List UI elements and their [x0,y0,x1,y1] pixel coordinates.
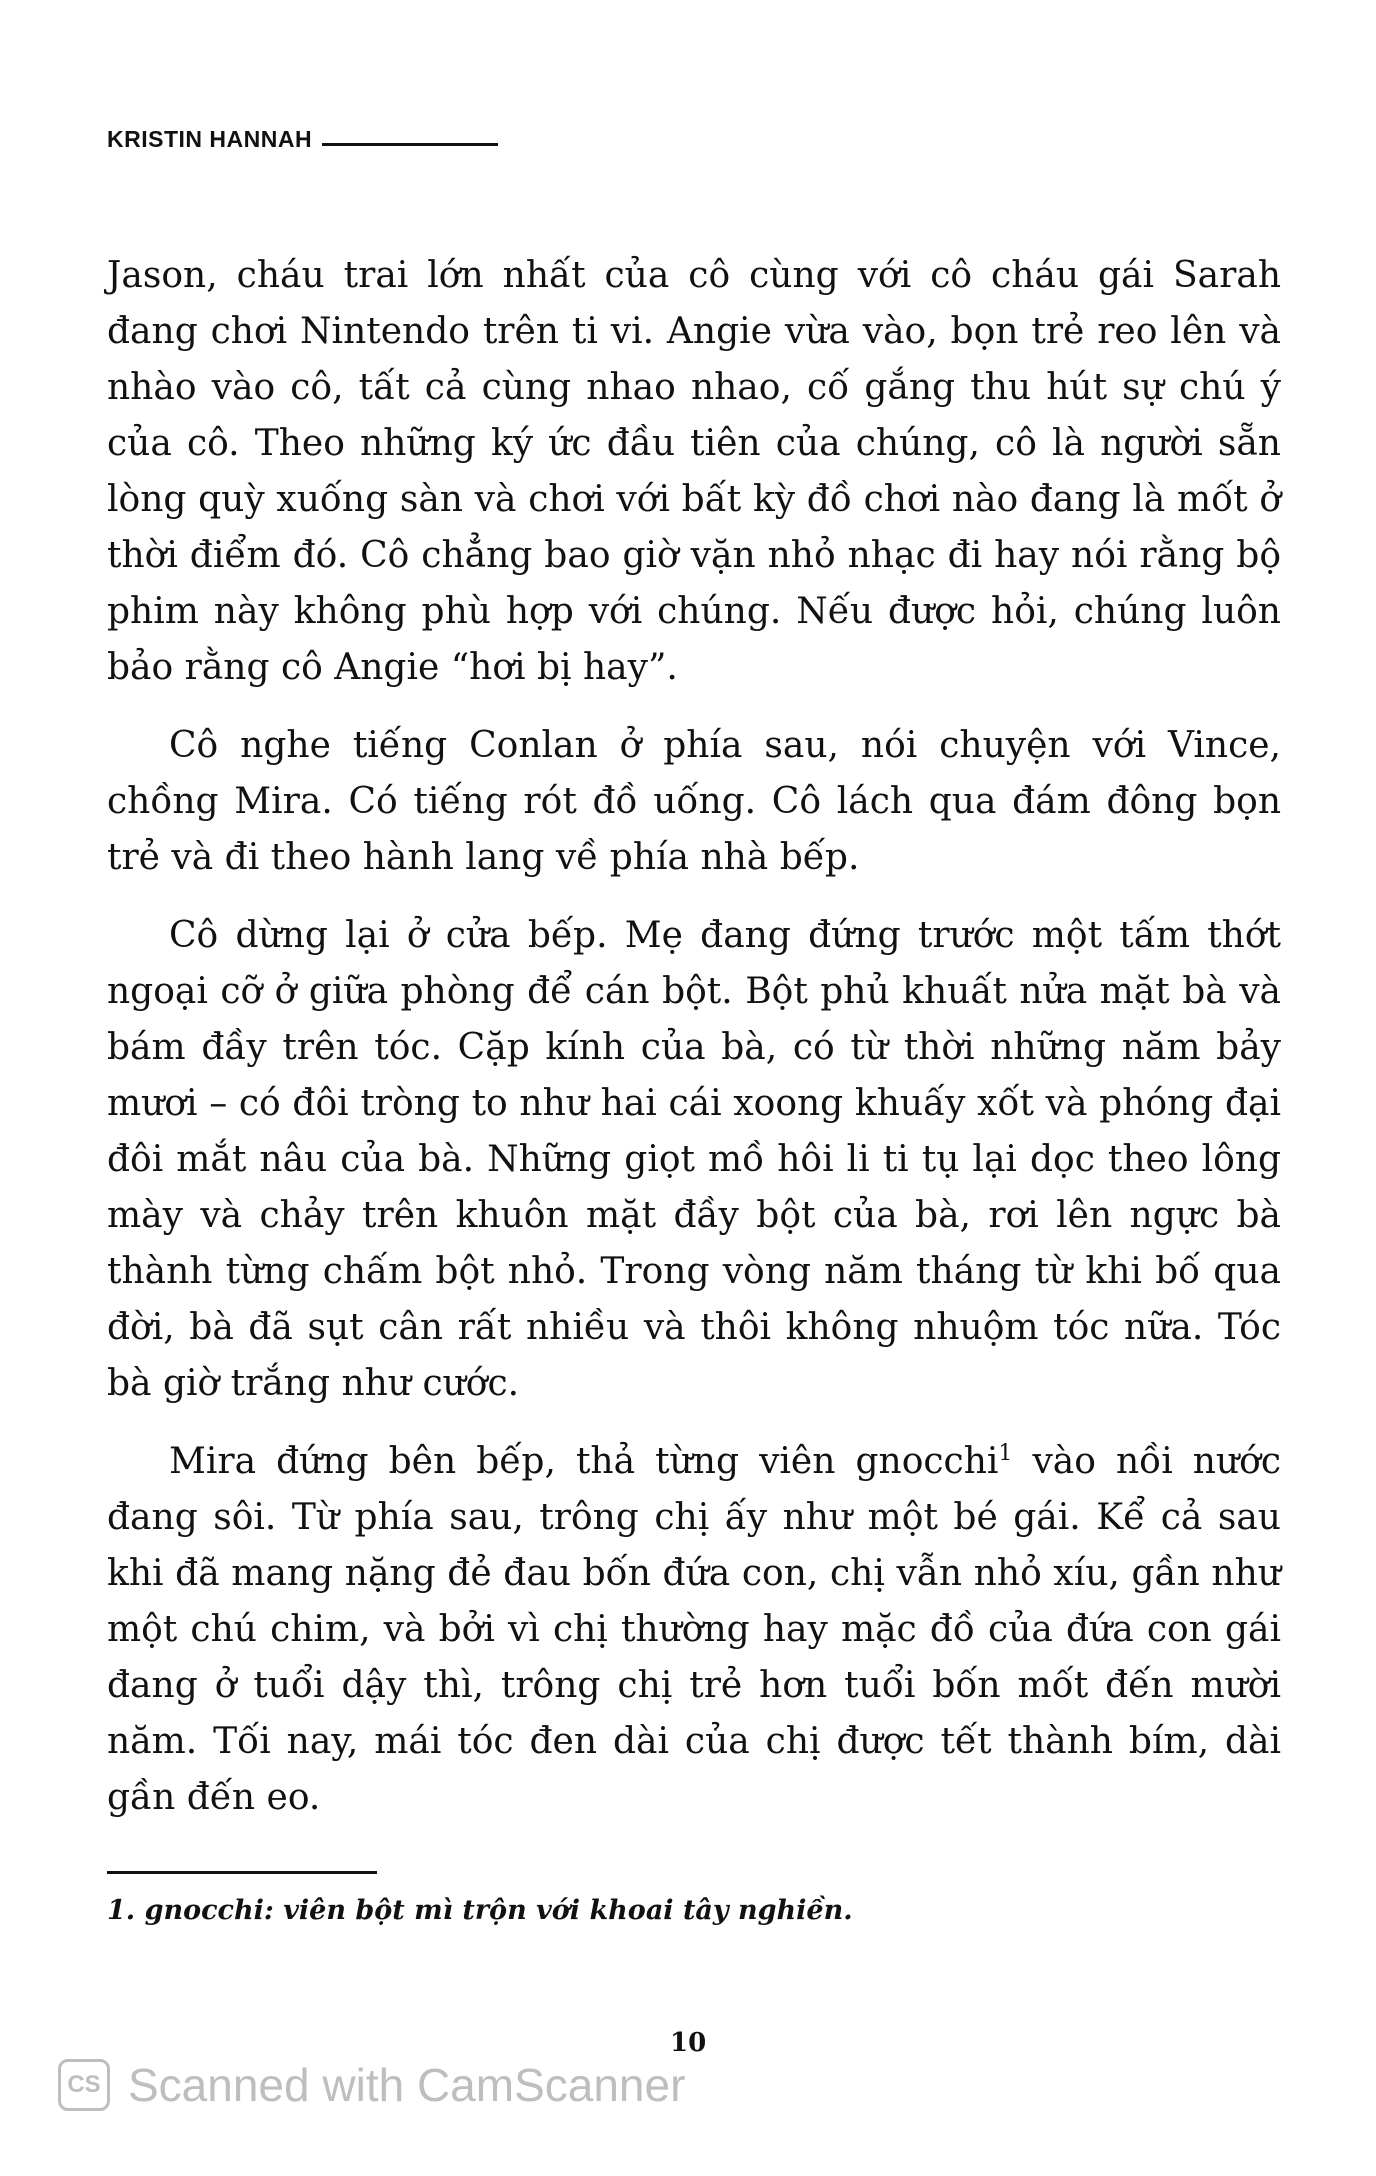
paragraph-4-end: vào nồi nước đang sôi. Từ phía sau, trông chị ấy như một bé gái. Kể cả sau khi đã mang nặng đẻ đau bốn đứa con, chị vẫn nhỏ xíu, gần như một chú chim, và bởi vì chị thường hay mặc đồ của đứa con gái đang ở tuổi dậy thì, trông chị trẻ hơn tuổi bốn mốt đến mười năm. Tối nay, mái tóc đen dài của chị được tết thành bím, dài gần đến eo. [107,1441,1281,1818]
footnote-reference: 1 [998,1441,1013,1466]
author-name: KRISTIN HANNAH [107,126,313,152]
header-rule [322,143,498,146]
footnote-rule [107,1871,377,1874]
footnote: 1. gnocchi: viên bột mì trộn với khoai tây nghiền. [107,1895,853,1926]
paragraph-1: Jason, cháu trai lớn nhất của cô cùng với cô cháu gái Sarah đang chơi Nintendo trên ti vi. Angie vừa vào, bọn trẻ reo lên và nhào vào cô, tất cả cùng nhao nhao, cố gắng thu hút sự chú ý của cô. Theo những ký ức đầu tiên của chúng, cô là người sẵn lòng quỳ xuống sàn và chơi với bất kỳ đồ chơi nào đang là mốt ở thời điểm đó. Cô chẳng bao giờ vặn nhỏ nhạc đi hay nói rằng bộ phim này không phù hợp với chúng. Nếu được hỏi, chúng luôn bảo rằng cô Angie “hơi bị hay”. [107,255,1281,688]
body-text [107,248,1281,1848]
camscanner-watermark [58,2058,685,2112]
running-header [107,126,498,153]
paragraph-4 [107,1434,1281,1826]
watermark-text: Scanned with CamScanner [128,2059,686,2111]
paragraph-4-start: Mira đứng bên bếp, thả từng viên gnocchi [169,1441,999,1482]
page-number: 10 [670,2028,707,2058]
paragraph-2: Cô nghe tiếng Conlan ở phía sau, nói chuyện với Vince, chồng Mira. Có tiếng rót đồ uống. Cô lách qua đám đông bọn trẻ và đi theo hành lang về phía nhà bếp. [107,725,1281,878]
paragraph-3: Cô dừng lại ở cửa bếp. Mẹ đang đứng trước một tấm thớt ngoại cỡ ở giữa phòng để cán bột. Bột phủ khuất nửa mặt bà và bám đầy trên tóc. Cặp kính của bà, có từ thời những năm bảy mươi – có đôi tròng to như hai cái xoong khuấy xốt và phóng đại đôi mắt nâu của bà. Những giọt mồ hôi li ti tụ lại dọc theo lông mày và chảy trên khuôn mặt đầy bột của bà, rơi lên ngực bà thành từng chấm bột nhỏ. Trong vòng năm tháng từ khi bố qua đời, bà đã sụt cân rất nhiều và thôi không nhuộm tóc nữa. Tóc bà giờ trắng như cước. [107,915,1281,1404]
camscanner-logo-icon: CS [58,2059,110,2111]
